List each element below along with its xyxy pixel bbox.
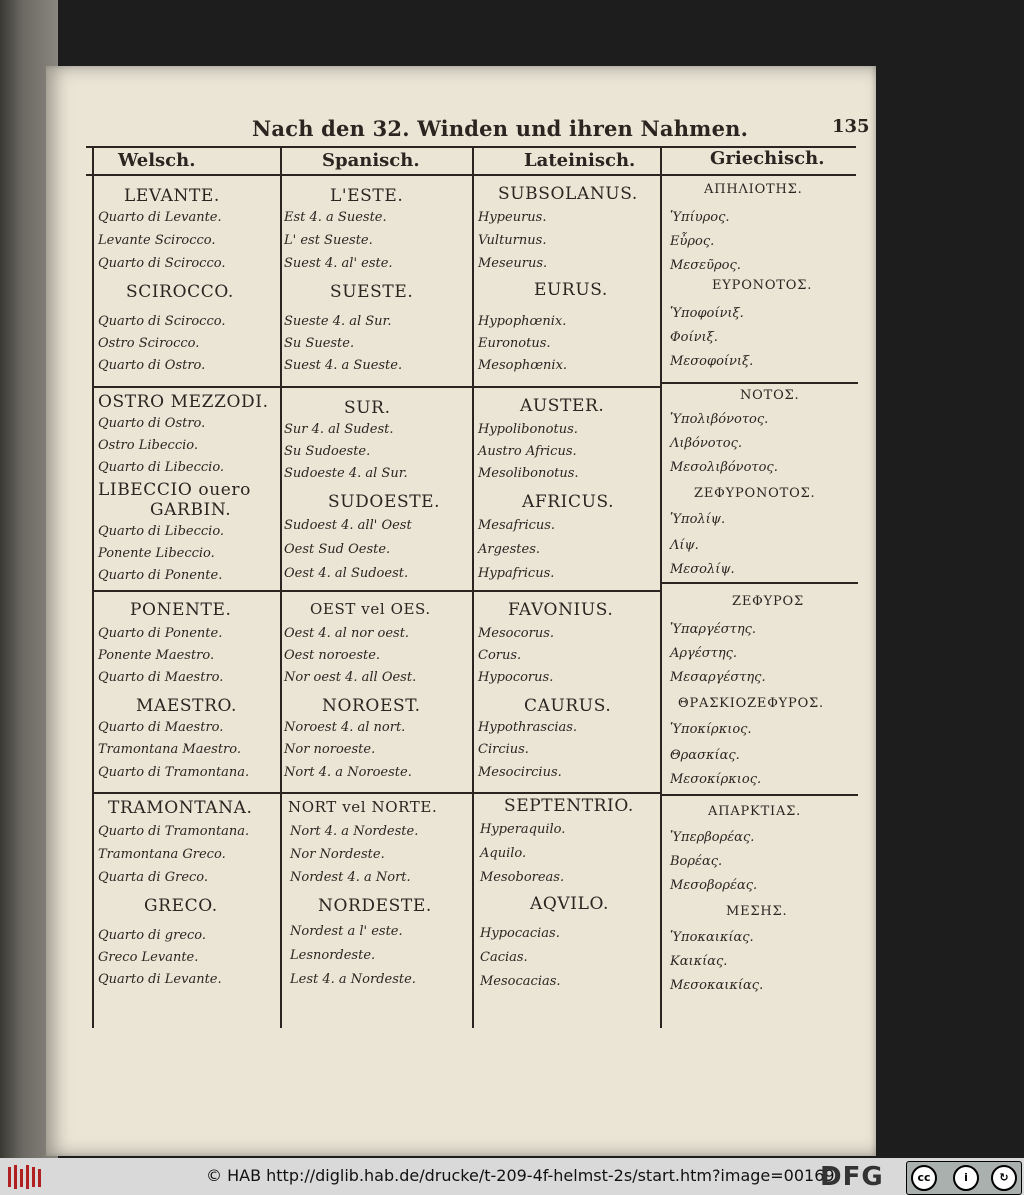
page-number: 135	[832, 116, 870, 137]
lateinisch-heading: AUSTER.	[520, 396, 605, 416]
spanisch-heading: OEST vel OES.	[310, 600, 431, 618]
welsch-heading: GARBIN.	[150, 500, 232, 520]
griechisch-entry: Καικίας.	[670, 954, 728, 969]
griechisch-entry: Ὑπαργέστης.	[670, 622, 757, 637]
griechisch-entry: Μεσολίψ.	[670, 562, 735, 577]
griechisch-entry: Βορέας.	[670, 854, 723, 869]
welsch-heading: TRAMONTANA.	[108, 798, 253, 818]
spanisch-entry: Oest 4. al nor oest.	[284, 626, 410, 641]
spanisch-entry: Nor Nordeste.	[290, 847, 385, 862]
lateinisch-heading: EURUS.	[534, 280, 608, 300]
welsch-entry: Quarto di Libeccio.	[98, 460, 225, 475]
griechisch-heading: ΘΡΑΣΚΙΟΖΕΦΥΡΟΣ.	[678, 696, 824, 711]
lateinisch-heading: SUBSOLANUS.	[498, 184, 638, 204]
spanisch-entry: Sur 4. al Sudest.	[284, 422, 394, 437]
spanisch-entry: Nordest a l' este.	[290, 924, 403, 939]
header-rule-bottom	[86, 174, 856, 176]
griechisch-entry: Αργέστης.	[670, 646, 738, 661]
spanisch-entry: L' est Sueste.	[284, 233, 373, 248]
section-rule-2-greek	[662, 582, 858, 584]
lateinisch-entry: Hypeurus.	[478, 210, 547, 225]
column-rule-1	[280, 148, 282, 1028]
griechisch-heading: ΖΕΦΥΡΟΝΟΤΟΣ.	[694, 486, 816, 501]
spanisch-heading: NORDESTE.	[318, 896, 432, 916]
spanisch-heading: L'ESTE.	[330, 186, 404, 206]
welsch-entry: Tramontana Maestro.	[98, 742, 241, 757]
lateinisch-heading: FAVONIUS.	[508, 600, 614, 620]
welsch-entry: Quarto di Ponente.	[98, 626, 223, 641]
spanisch-entry: Sueste 4. al Sur.	[284, 314, 392, 329]
spanisch-entry: Su Sudoeste.	[284, 444, 371, 459]
griechisch-heading: ΑΠΗΛΙΟΤΗΣ.	[704, 182, 803, 197]
welsch-entry: Quarto di Maestro.	[98, 670, 224, 685]
welsch-entry: Tramontana Greco.	[98, 847, 226, 862]
section-rule-2	[94, 590, 660, 592]
griechisch-entry: Μεσολιβόνοτος.	[670, 460, 778, 475]
welsch-heading: SCIROCCO.	[126, 282, 234, 302]
griechisch-entry: Ὑπερβορέας.	[670, 830, 755, 845]
column-header-welsch: Welsch.	[118, 150, 196, 171]
spanisch-entry: Sudoest 4. all' Oest	[284, 518, 412, 533]
lateinisch-entry: Austro Africus.	[478, 444, 577, 459]
lateinisch-entry: Hypothrascias.	[478, 720, 578, 735]
griechisch-entry: Μεσαργέστης.	[670, 670, 766, 685]
griechisch-entry: Ὑπολιβόνοτος.	[670, 412, 769, 427]
griechisch-entry: Μεσοβορέας.	[670, 878, 758, 893]
welsch-entry: Quarto di Levante.	[98, 210, 222, 225]
welsch-heading: MAESTRO.	[136, 696, 238, 716]
griechisch-entry: Ὑποφοίνιξ.	[670, 306, 744, 321]
hab-logo-icon	[6, 1163, 46, 1191]
cc-license-badge[interactable]	[906, 1161, 1022, 1195]
section-rule-3	[94, 792, 660, 794]
welsch-entry: Ostro Libeccio.	[98, 438, 198, 453]
running-title: Nach den 32. Winden und ihren Nahmen.	[252, 116, 749, 141]
column-header-lateinisch: Lateinisch.	[524, 150, 636, 171]
lateinisch-entry: Hypolibonotus.	[478, 422, 578, 437]
welsch-entry: Quarto di Scirocco.	[98, 314, 226, 329]
column-header-spanisch: Spanisch.	[322, 150, 420, 171]
dfg-logo: DFG	[820, 1162, 884, 1192]
welsch-heading: PONENTE.	[130, 600, 232, 620]
spanisch-entry: Suest 4. a Sueste.	[284, 358, 403, 373]
lateinisch-heading: AQVILO.	[530, 894, 610, 914]
griechisch-entry: Μεσοφοίνιξ.	[670, 354, 754, 369]
lateinisch-entry: Mesolibonotus.	[478, 466, 579, 481]
lateinisch-entry: Corus.	[478, 648, 522, 663]
lateinisch-entry: Mesocircius.	[478, 765, 562, 780]
welsch-entry: Quarto di Scirocco.	[98, 256, 226, 271]
column-rule-left	[92, 148, 94, 1028]
welsch-entry: Quarto di greco.	[98, 928, 207, 943]
lateinisch-entry: Hypocacias.	[480, 926, 560, 941]
griechisch-heading: ΖΕΦΥΡΟΣ	[732, 594, 804, 609]
copyright-link[interactable]: © HAB http://diglib.hab.de/drucke/t-209-4f-helmst-2s/start.htm?image=00169	[206, 1166, 835, 1185]
spanisch-heading: NORT vel NORTE.	[288, 798, 438, 816]
welsch-entry: Quarto di Tramontana.	[98, 765, 250, 780]
welsch-entry: Quarto di Tramontana.	[98, 824, 250, 839]
griechisch-entry: Μεσοκαικίας.	[670, 978, 764, 993]
griechisch-entry: Ὑπίυρος.	[670, 210, 730, 225]
griechisch-entry: Φοίνιξ.	[670, 330, 718, 345]
welsch-entry: Quarto di Ponente.	[98, 568, 223, 583]
welsch-entry: Ostro Scirocco.	[98, 336, 200, 351]
lateinisch-entry: Mesocacias.	[480, 974, 561, 989]
spanisch-heading: NOROEST.	[322, 696, 421, 716]
griechisch-entry: Λίψ.	[670, 538, 699, 553]
welsch-entry: Ponente Maestro.	[98, 648, 215, 663]
welsch-entry: Greco Levante.	[98, 950, 199, 965]
column-rule-2	[472, 148, 474, 1028]
griechisch-heading: ΑΠΑΡΚΤΙΑΣ.	[708, 804, 802, 819]
griechisch-heading: ΝΟΤΟΣ.	[740, 388, 800, 403]
lateinisch-entry: Mesocorus.	[478, 626, 555, 641]
spanisch-entry: Nor oest 4. all Oest.	[284, 670, 417, 685]
lateinisch-entry: Mesophœnix.	[478, 358, 568, 373]
spanisch-heading: SUDOESTE.	[328, 492, 441, 512]
lateinisch-entry: Mesoboreas.	[480, 870, 565, 885]
lateinisch-entry: Circius.	[478, 742, 529, 757]
welsch-entry: Quarto di Maestro.	[98, 720, 224, 735]
book-page	[46, 66, 876, 1156]
header-rule-top	[86, 146, 856, 148]
viewer-footer	[0, 1158, 1024, 1195]
welsch-entry: Quarto di Ostro.	[98, 416, 206, 431]
lateinisch-entry: Aquilo.	[480, 846, 527, 861]
section-rule-1-greek	[662, 382, 858, 384]
welsch-heading: LIBECCIO ouero	[98, 480, 251, 500]
lateinisch-heading: AFRICUS.	[522, 492, 615, 512]
spanisch-entry: Oest Sud Oeste.	[284, 542, 391, 557]
griechisch-entry: Ὑπολίψ.	[670, 512, 726, 527]
welsch-entry: Quarta di Greco.	[98, 870, 209, 885]
welsch-entry: Levante Scirocco.	[98, 233, 216, 248]
spanisch-heading: SUR.	[344, 398, 391, 418]
lateinisch-entry: Argestes.	[478, 542, 541, 557]
griechisch-entry: Μεσοκίρκιος.	[670, 772, 762, 787]
column-rule-3	[660, 148, 662, 1028]
spanisch-entry: Nort 4. a Noroeste.	[284, 765, 412, 780]
spanisch-entry: Lesnordeste.	[290, 948, 376, 963]
cc-icon: cc	[911, 1165, 937, 1191]
by-icon: i	[953, 1165, 979, 1191]
spanisch-entry: Su Sueste.	[284, 336, 355, 351]
lateinisch-entry: Euronotus.	[478, 336, 551, 351]
welsch-entry: Quarto di Levante.	[98, 972, 222, 987]
griechisch-heading: ΜΕΣΗΣ.	[726, 904, 788, 919]
lateinisch-entry: Hypafricus.	[478, 566, 555, 581]
lateinisch-entry: Hypophœnix.	[478, 314, 567, 329]
column-header-griechisch: Griechisch.	[710, 148, 825, 169]
section-rule-3-greek	[662, 794, 858, 796]
spanisch-entry: Nordest 4. a Nort.	[290, 870, 411, 885]
spanisch-entry: Sudoeste 4. al Sur.	[284, 466, 408, 481]
welsch-heading: LEVANTE.	[124, 186, 220, 206]
spanisch-entry: Oest 4. al Sudoest.	[284, 566, 409, 581]
spanisch-entry: Nor noroeste.	[284, 742, 376, 757]
lateinisch-entry: Hypocorus.	[478, 670, 554, 685]
welsch-entry: Ponente Libeccio.	[98, 546, 215, 561]
lateinisch-entry: Meseurus.	[478, 256, 548, 271]
griechisch-entry: Λιβόνοτος.	[670, 436, 742, 451]
lateinisch-entry: Hyperaquilo.	[480, 822, 566, 837]
spanisch-entry: Est 4. a Sueste.	[284, 210, 387, 225]
sa-icon: ↻	[991, 1165, 1017, 1191]
griechisch-entry: Εὖρος.	[670, 234, 715, 249]
spanisch-entry: Oest noroeste.	[284, 648, 381, 663]
welsch-heading: GRECO.	[144, 896, 218, 916]
griechisch-entry: Ὑποκίρκιος.	[670, 722, 752, 737]
lateinisch-entry: Vulturnus.	[478, 233, 547, 248]
griechisch-entry: Μεσεῦρος.	[670, 258, 741, 273]
welsch-entry: Quarto di Libeccio.	[98, 524, 225, 539]
spanisch-heading: SUESTE.	[330, 282, 414, 302]
welsch-entry: Quarto di Ostro.	[98, 358, 206, 373]
griechisch-entry: Ὑποκαικίας.	[670, 930, 754, 945]
section-rule-1	[94, 386, 660, 388]
spanisch-entry: Nort 4. a Nordeste.	[290, 824, 419, 839]
lateinisch-heading: CAURUS.	[524, 696, 612, 716]
welsch-heading: OSTRO MEZZODI.	[98, 392, 269, 412]
griechisch-heading: ΕΥΡΟΝΟΤΟΣ.	[712, 278, 813, 293]
lateinisch-entry: Cacias.	[480, 950, 528, 965]
lateinisch-heading: SEPTENTRIO.	[504, 796, 634, 816]
spanisch-entry: Noroest 4. al nort.	[284, 720, 406, 735]
spanisch-entry: Suest 4. al' este.	[284, 256, 393, 271]
spanisch-entry: Lest 4. a Nordeste.	[290, 972, 416, 987]
lateinisch-entry: Mesafricus.	[478, 518, 556, 533]
griechisch-entry: Θρασκίας.	[670, 748, 740, 763]
